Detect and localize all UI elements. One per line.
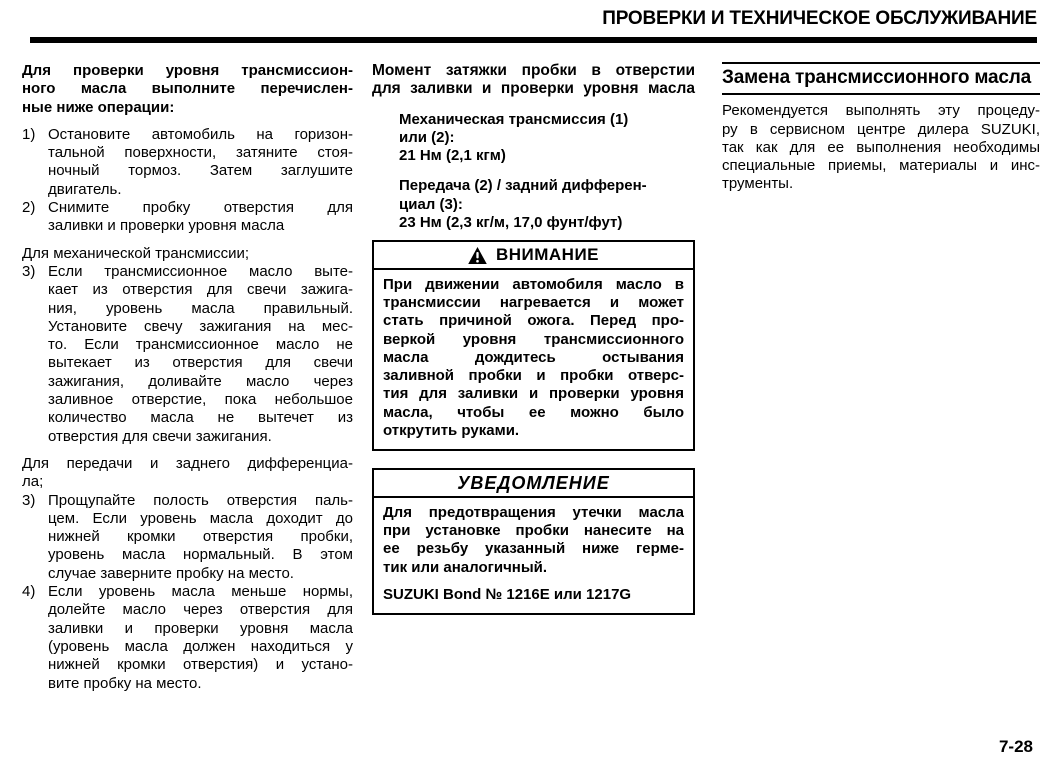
spec-manual-transmission: Механическая трансмиссия (1) или (2): 21 Нм (2,1 кгм) — [399, 110, 629, 165]
list-item-text: Остановите автомобиль на горизон- тальной поверхности, затяните стоя- ночный тормоз. Затем заглушите двигатель. — [48, 125, 353, 198]
notice-box-body — [374, 498, 693, 613]
list-item-text: Снимите пробку отверстия для заливки и проверки уровня масла — [48, 199, 353, 235]
label-mechanical-transmission: Для механической трансмиссии; — [22, 244, 250, 262]
notice-box-text: Для предотвращения утечки масла при установке пробки нанесите на ее резьбу указанный ниже герме- тик или аналогичный. — [383, 503, 684, 576]
list-number: 3) — [22, 262, 36, 280]
list-number: 1) — [22, 125, 36, 143]
page-number: 7-28 — [998, 737, 1033, 756]
left-column — [22, 62, 353, 693]
list-item-3-mechanical — [22, 263, 353, 446]
warning-box-body: При движении автомобиля масло в трансмиссии нагревается и может стать причиной ожога. Перед про- веркой уровня трансмиссионного масла дождитесь остывания заливной пробки и пробки отверс- тия для заливки и проверки уровня масла, чтобы ее можно было открутить руками. — [383, 275, 684, 440]
page-header-title: ПРОВЕРКИ И ТЕХНИЧЕСКОЕ ОБСЛУЖИВАНИЕ — [602, 8, 1037, 29]
list-number: 4) — [22, 583, 36, 601]
list-number: 2) — [22, 199, 36, 217]
heading-rule-bottom — [722, 93, 1040, 95]
list-item-text: Прощупайте полость отверстия паль- цем. Если уровень масла доходит до нижней кромки отверстия пробки, уровень масла нормальный. В этом случае заверните пробку на место. — [48, 491, 353, 582]
list-number: 3) — [22, 491, 36, 509]
sealant-product-line: SUZUKI Bond № 1216E или 1217G — [383, 585, 632, 603]
list-item-4-differential — [22, 583, 353, 693]
notice-box-title: УВЕДОМЛЕНИЕ — [374, 470, 693, 497]
label-gear-differential: Для передачи и заднего дифференциа- ла; — [22, 454, 353, 491]
intro-paragraph: Для проверки уровня трансмиссион- ного масла выполните перечислен- ные ниже операции: — [22, 62, 353, 116]
list-item-1 — [22, 126, 353, 199]
list-item-2 — [22, 199, 353, 236]
warning-box-title: ВНИМАНИЕ — [495, 245, 600, 265]
middle-column — [372, 62, 695, 615]
list-item-text: Если трансмиссионное масло выте- кает из отверстия для свечи зажига- ния, уровень масла правильный. Установите свечу зажигания на мес- то. Если трансмиссионное масло не вытекает из отверстия для свечи зажигания, доливайте масло через заливное отверстие, пока небольшое количество масла не вытечет из отверстия для свечи зажигания. — [48, 262, 353, 445]
header-rule — [30, 37, 1037, 43]
notice-box — [372, 468, 695, 615]
warning-box-header — [374, 242, 693, 269]
warning-triangle-icon — [468, 247, 487, 264]
torque-heading: Момент затяжки пробки в отверстии для заливки и проверки уровня масла — [372, 62, 695, 98]
section-heading: Замена трансмиссионного масла — [722, 67, 1031, 88]
warning-box — [372, 240, 695, 451]
right-column — [722, 62, 1040, 194]
list-item-3-differential — [22, 492, 353, 583]
spec-transfer-differential: Передача (2) / задний дифферен- циал (3): 23 Нм (2,3 кг/м, 17,0 фунт/фут) — [399, 177, 647, 232]
section-body: Рекомендуется выполнять эту процеду- ру в сервисном центре дилера SUZUKI, так как для ее выполнения необходимы специальные приемы, материалы и инс- трументы. — [722, 102, 1040, 193]
list-item-text: Если уровень масла меньше нормы, долейте масло через отверстия для заливки и проверки уровня масла (уровень масла должен находиться у нижней кромки отверстия) и устано- вите пробку на место. — [48, 583, 353, 692]
